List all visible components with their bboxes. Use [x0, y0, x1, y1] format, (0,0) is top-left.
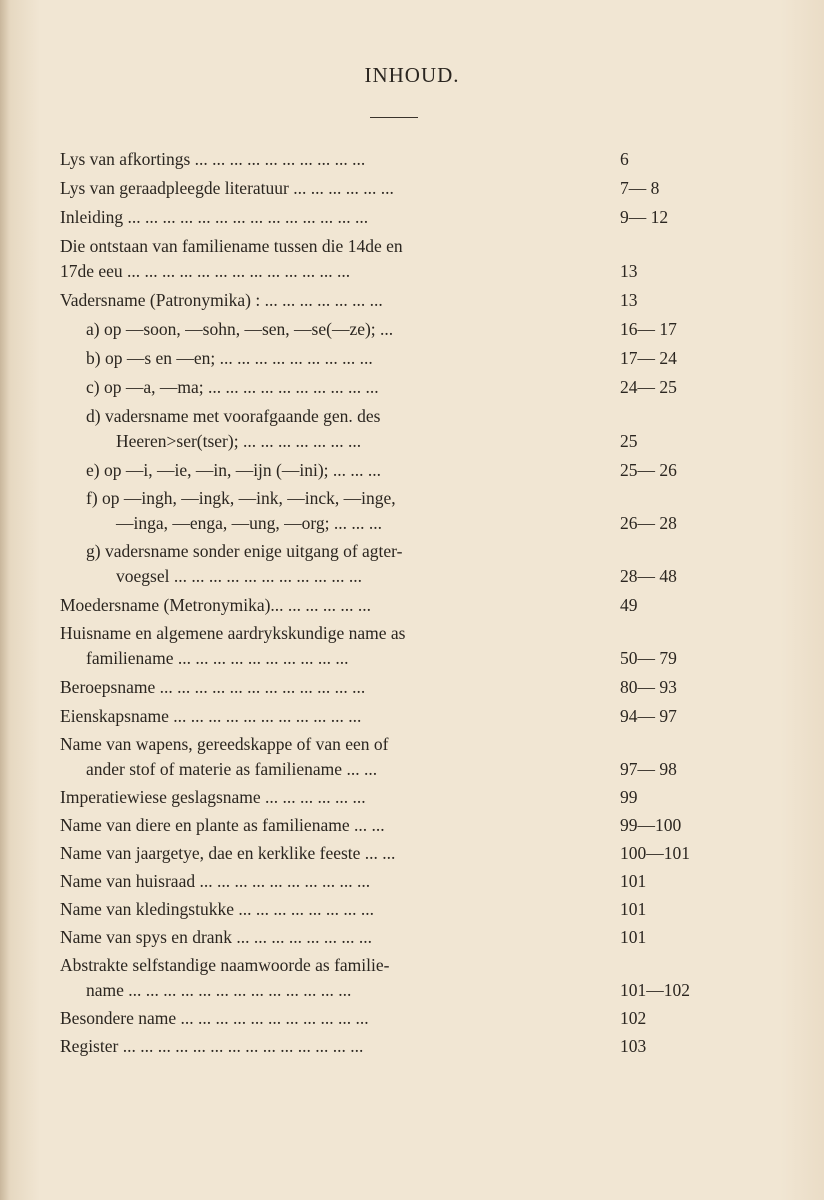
toc-entry-title: Name van huisraad ... ... ... ... ... ... ... ... ... ...	[60, 871, 371, 891]
toc-entry-pages: 9— 12	[620, 207, 669, 227]
toc-entry-title: Abstrakte selfstandige naamwoorde as familie-	[60, 955, 390, 975]
toc-entry-pages: 50— 79	[620, 648, 677, 668]
toc-entry	[60, 457, 710, 483]
toc-entry-title: a) op —soon, —sohn, —sen, —se(—ze); ...	[86, 319, 394, 339]
toc-entry	[60, 258, 710, 284]
toc-entry-title: Imperatiewiese geslagsname ... ... ... ... ... ...	[60, 787, 366, 807]
toc-entry-title: ander stof of materie as familiename ... ...	[86, 759, 378, 779]
toc-entry	[60, 1033, 710, 1059]
toc-entry	[60, 233, 710, 259]
toc-entry-title: Register ... ... ... ... ... ... ... ... ... ... ... ... ... ...	[60, 1036, 364, 1056]
toc-entry-pages: 101	[620, 899, 647, 919]
toc-entry	[60, 563, 710, 589]
toc-entry	[60, 731, 710, 757]
toc-entry	[60, 812, 710, 838]
toc-entry-title: —inga, —enga, —ung, —org; ... ... ...	[116, 513, 383, 533]
toc-entry	[60, 645, 710, 671]
toc-entry-title: voegsel ... ... ... ... ... ... ... ... ... ... ...	[116, 566, 362, 586]
toc-entry	[60, 977, 710, 1003]
title-underline	[370, 117, 418, 118]
toc-entry-pages: 6	[620, 149, 629, 169]
toc-entry	[60, 592, 710, 618]
toc-entry-title: c) op —a, —ma; ... ... ... ... ... ... ... ... ... ...	[86, 377, 379, 397]
toc-entry-title: familiename ... ... ... ... ... ... ... ... ... ...	[86, 648, 349, 668]
toc-entry	[60, 1005, 710, 1031]
toc-entry-pages: 13	[620, 261, 638, 281]
toc-entry-pages: 101—102	[620, 980, 690, 1000]
toc-entry-title: Lys van geraadpleegde literatuur ... ... ... ... ... ...	[60, 178, 394, 198]
toc-entry-title: Beroepsname ... ... ... ... ... ... ... ... ... ... ... ...	[60, 677, 366, 697]
toc-entry-pages: 101	[620, 927, 647, 947]
toc-entry	[60, 952, 710, 978]
toc-entry-title: Moedersname (Metronymika)... ... ... ... ... ...	[60, 595, 372, 615]
toc-entry-pages: 24— 25	[620, 377, 677, 397]
toc-entry-pages: 99	[620, 787, 638, 807]
toc-entry-pages: 16— 17	[620, 319, 677, 339]
toc-entry	[60, 674, 710, 700]
toc-entry-pages: 103	[620, 1036, 647, 1056]
toc-entry-title: Name van wapens, gereedskappe of van een of	[60, 734, 389, 754]
toc-entry	[60, 316, 710, 342]
toc-entry-title: name ... ... ... ... ... ... ... ... ... ... ... ... ...	[86, 980, 352, 1000]
toc-entry-pages: 28— 48	[620, 566, 677, 586]
toc-entry-title: Vadersname (Patronymika) : ... ... ... ... ... ... ...	[60, 290, 383, 310]
toc-entry-pages: 25	[620, 431, 638, 451]
toc-entry-pages: 97— 98	[620, 759, 677, 779]
toc-entry	[60, 538, 710, 564]
toc-entry	[60, 428, 710, 454]
toc-entry-pages: 26— 28	[620, 513, 677, 533]
toc-entry-title: f) op —ingh, —ingk, —ink, —inck, —inge,	[86, 488, 396, 508]
toc-entry-title: Name van kledingstukke ... ... ... ... ... ... ... ...	[60, 899, 374, 919]
toc-entry-title: 17de eeu ... ... ... ... ... ... ... ... ... ... ... ... ...	[60, 261, 351, 281]
toc-entry-title: Name van jaargetye, dae en kerklike feeste ... ...	[60, 843, 396, 863]
toc-entry-title: Die ontstaan van familiename tussen die 14de en	[60, 236, 403, 256]
toc-entry	[60, 703, 710, 729]
page-title: INHOUD.	[364, 63, 460, 87]
toc-entry	[60, 374, 710, 400]
toc-entry-pages: 99—100	[620, 815, 682, 835]
toc-entry-pages: 7— 8	[620, 178, 660, 198]
toc-entry	[60, 204, 710, 230]
toc-entry	[60, 868, 710, 894]
toc-entry	[60, 287, 710, 313]
toc-entry-title: Heeren>ser(tser); ... ... ... ... ... ... ...	[116, 431, 362, 451]
toc-entry-title: d) vadersname met voorafgaande gen. des	[86, 406, 381, 426]
toc-entry	[60, 756, 710, 782]
toc-entry	[60, 485, 710, 511]
toc-entry	[60, 403, 710, 429]
toc-entry	[60, 784, 710, 810]
toc-entry-title: Lys van afkortings ... ... ... ... ... ... ... ... ... ...	[60, 149, 366, 169]
toc-entry	[60, 896, 710, 922]
toc-entry-title: Huisname en algemene aardrykskundige name as	[60, 623, 406, 643]
toc-entry-title: Name van spys en drank ... ... ... ... ... ... ... ...	[60, 927, 373, 947]
toc-entry-pages: 13	[620, 290, 638, 310]
toc-entry-title: Inleiding ... ... ... ... ... ... ... ... ... ... ... ... ... ...	[60, 207, 369, 227]
toc-entry-title: e) op —i, —ie, —in, —ijn (—ini); ... ... ...	[86, 460, 382, 480]
toc-entry-pages: 100—101	[620, 843, 690, 863]
toc-entry	[60, 510, 710, 536]
toc-entry-pages: 25— 26	[620, 460, 677, 480]
toc-entry	[60, 345, 710, 371]
toc-entry-title: Eienskapsname ... ... ... ... ... ... ... ... ... ... ...	[60, 706, 362, 726]
toc-entry	[60, 924, 710, 950]
toc-entry-title: b) op —s en —en; ... ... ... ... ... ... ... ... ...	[86, 348, 373, 368]
toc-entry	[60, 175, 710, 201]
toc-entry-title: Name van diere en plante as familiename ... ...	[60, 815, 385, 835]
toc-entry	[60, 620, 710, 646]
toc-entry-pages: 102	[620, 1008, 647, 1028]
toc-entry-pages: 17— 24	[620, 348, 677, 368]
toc-entry-title: g) vadersname sonder enige uitgang of agter-	[86, 541, 403, 561]
toc-entry-pages: 80— 93	[620, 677, 677, 697]
toc-entry	[60, 146, 710, 172]
toc-entry-pages: 94— 97	[620, 706, 677, 726]
toc-entry	[60, 840, 710, 866]
toc-entry-title: Besondere name ... ... ... ... ... ... ... ... ... ... ...	[60, 1008, 369, 1028]
toc-entry-pages: 49	[620, 595, 638, 615]
toc-entry-pages: 101	[620, 871, 647, 891]
